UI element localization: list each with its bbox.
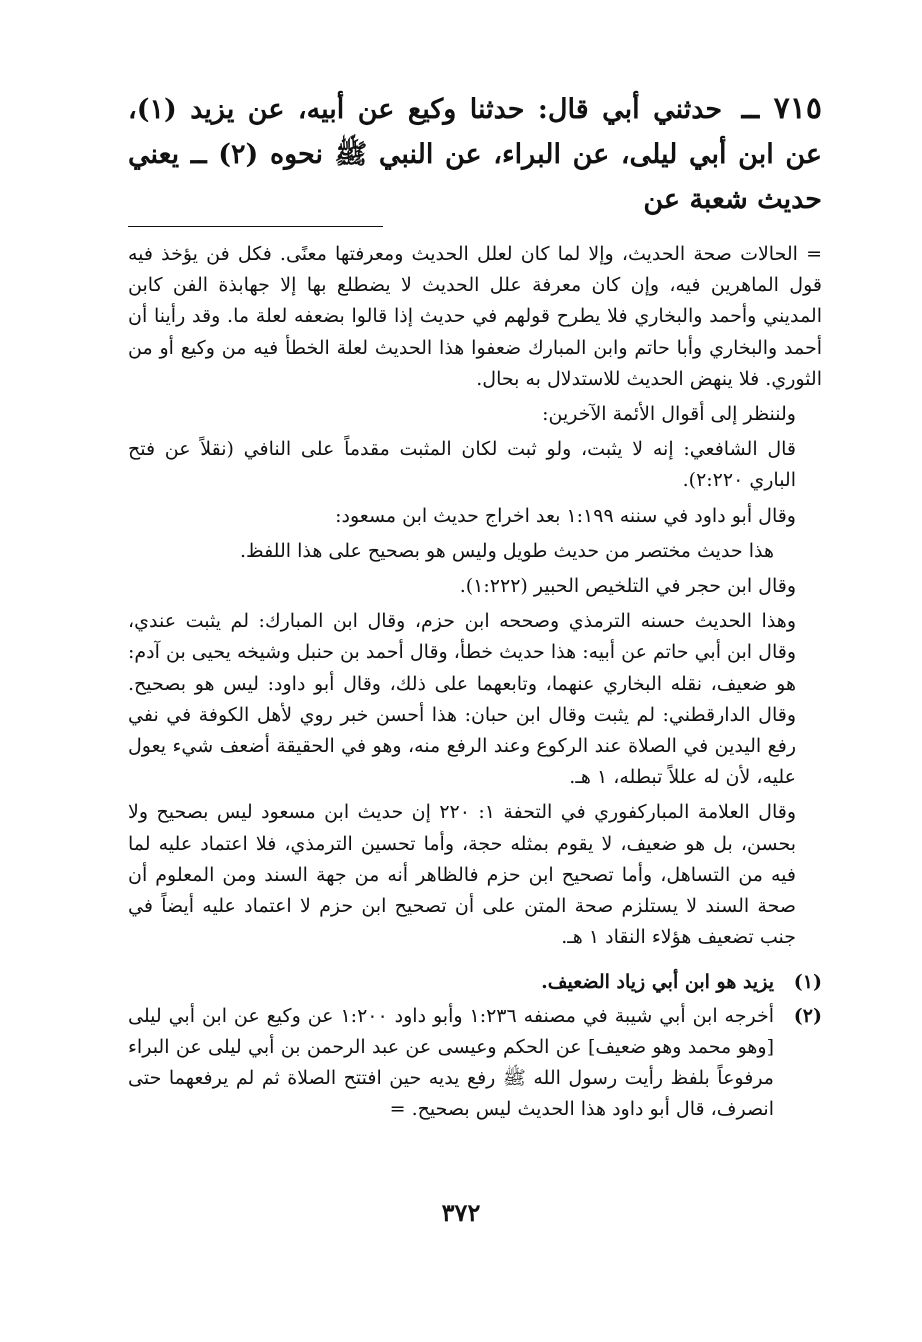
commentary-paragraph: وقال العلامة المباركفوري في التحفة ١: ٢٢٠ إن حديث ابن مسعود ليس بصحيح ولا بحسن، بل هو ضعيف، لا يقوم بمثله حجة، وأما تحسين الترمذي، فلا اعتماد عليه لما فيه من التساهل، وأما تصحيح ابن حزم فالظاهر أنه من جهة السند ومن المعلوم أن صحة السند لا يستلزم صحة المتن على أن تصحيح ابن حزم لا اعتماد عليه أيضاً في جنب تضعيف هؤلاء النقاد ١ هـ. (128, 801, 796, 949)
commentary-paragraph: وهذا الحديث حسنه الترمذي وصححه ابن حزم، وقال ابن المبارك: لم يثبت عندي، وقال ابن أبي حاتم عن أبيه: هذا حديث خطأ، وقال أحمد بن حنبل وشيخه يحيى بن آدم: هو ضعيف، نقله البخاري عنهما، وتابعهما على ذلك، وقال أبو داود: ليس هو بصحيح. وقال الدارقطني: لم يثبت وقال ابن حبان: هذا أحسن خبر روي لأهل الكوفة في نفي رفع اليدين في الصلاة عند الركوع وعند الرفع منه، وهو في الحقيقة أضعف شيء يعول عليه، لأن له عللاً تبطله، ١ هـ. (128, 610, 796, 789)
hadith-paragraph (128, 86, 822, 222)
commentary-paragraph: = الحالات صحة الحديث، وإلا لما كان لعلل الحديث ومعرفتها معنًى. فكل فن يؤخذ فيه قول الماهرين فيه، وإن كان معرفة علل الحديث لا يضطلع بها إلا جهابذة الفن كابن المديني وأحمد والبخاري فلا يطرح قولهم في حديث إذا قالوا بضعفه لعلة ما. وقد رأينا أن أحمد والبخاري وأبا حاتم وابن المبارك ضعفوا هذا الحديث لعلة الخطأ فيه من وكيع أو من الثوري. فلا ينهض الحديث للاستدلال به بحال. (128, 243, 822, 390)
commentary-quote: هذا حديث مختصر من حديث طويل وليس هو بصحيح على هذا اللفظ. (240, 539, 774, 562)
footnote (128, 1001, 822, 1126)
page-number: ٣٧٢ (441, 1198, 481, 1227)
footnote (128, 967, 822, 998)
hadith-number: ٧١٥ ــ (741, 91, 822, 126)
commentary-paragraph: قال الشافعي: إنه لا يثبت، ولو ثبت لكان المثبت مقدماً على النافي (نقلاً عن فتح الباري ٢:٢٢٠). (128, 438, 796, 492)
commentary-paragraph: ولننظر إلى أقوال الأئمة الآخرين: (542, 403, 796, 426)
footnote-mark: (٢) (793, 1004, 822, 1027)
footnotes-section (128, 967, 822, 1125)
footnote-text: أخرجه ابن أبي شيبة في مصنفه ١:٢٣٦ وأبو داود ١:٢٠٠ عن وكيع عن ابن أبي ليلى [وهو محمد وهو ضعيف] عن الحكم وعيسى عن عبد الرحمن بن أبي ليلى عن البراء مرفوعاً بلفظ رأيت رسول الله ﷺ رفع يديه حين افتتح الصلاة ثم لم يرفعهما حتى انصرف، قال أبو داود هذا الحديث ليس بصحيح. = (128, 1004, 774, 1121)
footnote-text: يزيد هو ابن أبي زياد الضعيف. (541, 971, 774, 994)
hadith-underline (128, 226, 383, 227)
hadith-text: حدثني أبي قال: حدثنا وكيع عن أبيه، عن يزيد (١)، عن ابن أبي ليلى، عن البراء، عن النبي ﷺ نحوه (٢) ــ يعني حديث شعبة عن (128, 94, 822, 215)
footnote-mark: (١) (793, 971, 822, 994)
commentary-paragraph: وقال أبو داود في سننه ١:١٩٩ بعد اخراج حديث ابن مسعود: (335, 504, 796, 527)
commentary-paragraph: وقال ابن حجر في التلخيص الحبير (١:٢٢٢). (459, 575, 796, 598)
commentary-section (128, 239, 822, 953)
